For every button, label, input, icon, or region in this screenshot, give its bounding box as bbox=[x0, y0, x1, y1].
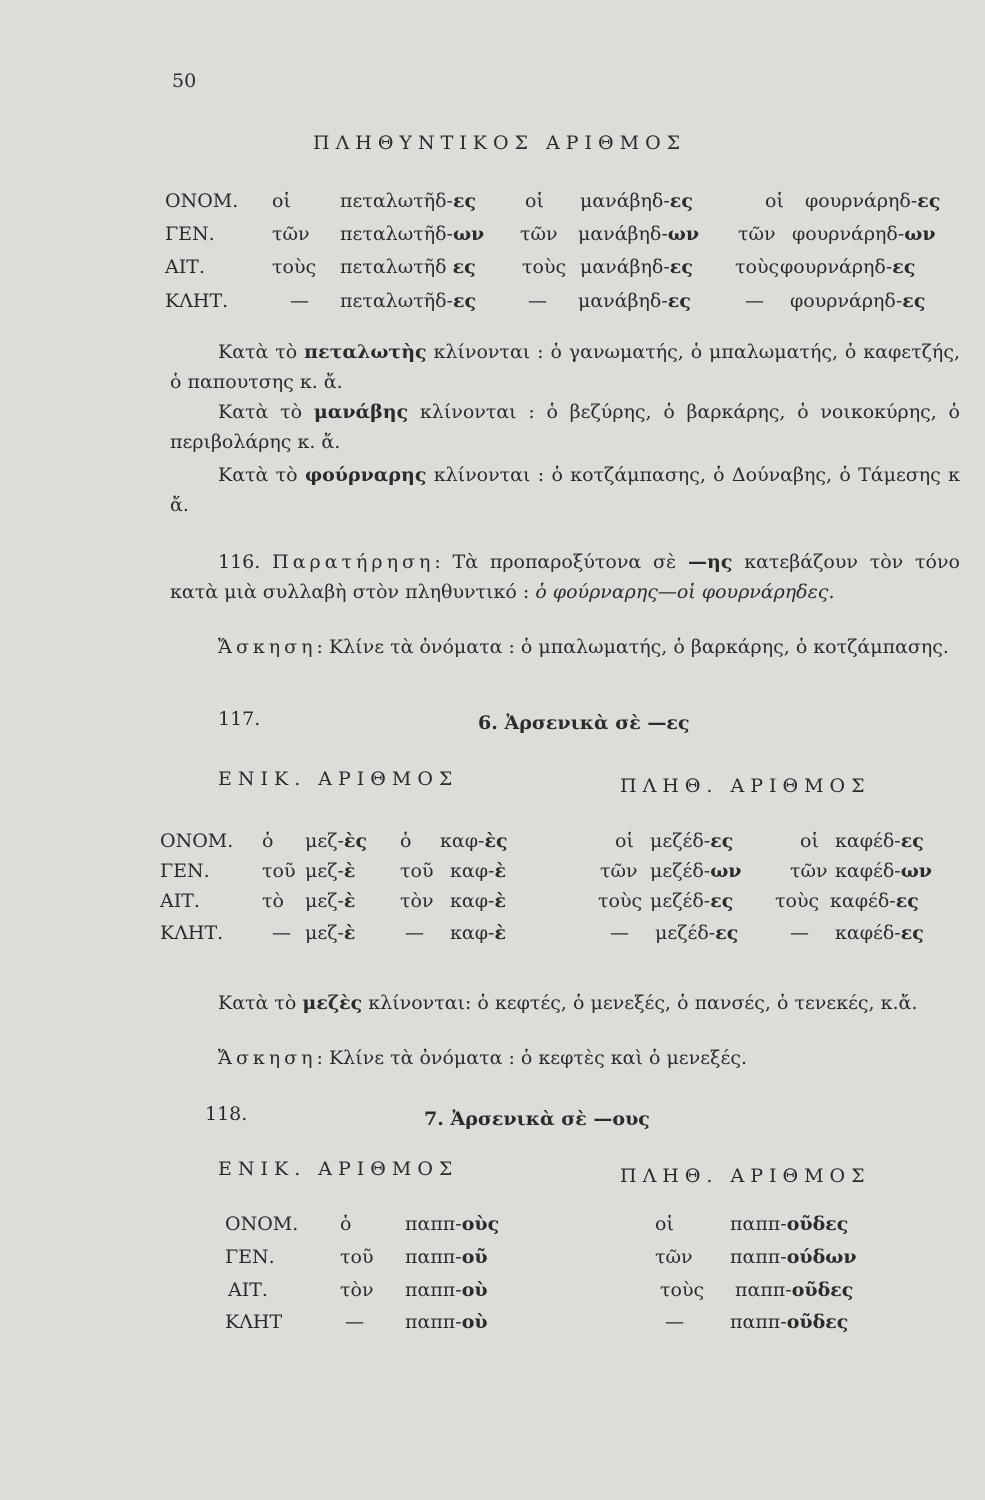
paragraph bbox=[218, 992, 917, 1014]
article: τοὺς bbox=[272, 256, 317, 278]
section-title bbox=[478, 712, 690, 734]
word-form bbox=[440, 830, 508, 852]
ending: ων bbox=[710, 860, 742, 882]
stem: μεζέδ- bbox=[650, 830, 711, 852]
text: κλίνονται : ὁ βεζύρης, ὁ βαρκάρης, ὁ νοικοκύρης, ὁ περιβολάρης κ. ἄ. bbox=[170, 401, 960, 453]
ending: ων bbox=[452, 223, 485, 245]
ending: ες bbox=[902, 290, 926, 312]
ending: οὺς bbox=[461, 1213, 500, 1235]
word-form bbox=[405, 1311, 488, 1333]
ending: ων bbox=[900, 860, 932, 882]
table-row bbox=[0, 223, 985, 253]
word-form bbox=[578, 290, 691, 312]
exercise-paragraph bbox=[170, 632, 960, 662]
stem: καφέδ- bbox=[830, 890, 896, 912]
article: οἱ bbox=[525, 190, 544, 212]
article: οἱ bbox=[272, 190, 291, 212]
text: Κατὰ τὸ bbox=[218, 341, 305, 363]
plural-heading: ΠΛΗΘ. ΑΡΙΘΜΟΣ bbox=[620, 1165, 871, 1187]
ending: ὲς bbox=[484, 830, 508, 852]
word-form bbox=[830, 890, 919, 912]
stem: παππ- bbox=[405, 1213, 462, 1235]
plural-heading: ΠΛΗΘ. ΑΡΙΘΜΟΣ bbox=[620, 775, 871, 797]
word-form bbox=[450, 922, 506, 944]
stem: παππ- bbox=[405, 1279, 462, 1301]
table-row bbox=[0, 1279, 985, 1309]
ending: ούδων bbox=[786, 1246, 857, 1268]
table-row bbox=[0, 860, 985, 890]
article: οἱ bbox=[615, 830, 634, 852]
article: τοὺς bbox=[735, 256, 780, 278]
italic-example: ὁ φούρναρης—οἱ φουρνάρηδες. bbox=[535, 581, 835, 603]
word-form bbox=[650, 860, 741, 882]
stem: μεζέδ- bbox=[650, 860, 711, 882]
stem: παππ- bbox=[730, 1311, 787, 1333]
stem: πεταλωτῆδ- bbox=[340, 290, 453, 312]
article: — bbox=[345, 1311, 364, 1333]
stem: καφέδ- bbox=[835, 922, 901, 944]
article: οἱ bbox=[655, 1213, 674, 1235]
word-form bbox=[792, 223, 936, 245]
ending: ες bbox=[715, 922, 739, 944]
stem: καφέδ- bbox=[835, 830, 901, 852]
word-form bbox=[450, 890, 506, 912]
ending: οῦδες bbox=[786, 1213, 849, 1235]
article: τῶν bbox=[655, 1246, 693, 1268]
ending: ὲ bbox=[343, 922, 356, 944]
bold-term: μεζὲς bbox=[302, 992, 363, 1014]
case-label: ΓΕΝ. bbox=[225, 1246, 275, 1268]
article: τῶν bbox=[600, 860, 638, 882]
paragraph bbox=[170, 397, 960, 457]
article: τοῦ bbox=[340, 1246, 374, 1268]
article: τῶν bbox=[272, 223, 310, 245]
article: τὸν bbox=[340, 1279, 374, 1301]
word-form bbox=[305, 890, 355, 912]
table-row bbox=[0, 890, 985, 920]
article: ὁ bbox=[262, 830, 274, 852]
text: : Κλίνε τὰ ὀνόματα : ὁ μπαλωματής, ὁ βαρκάρης, ὁ κοτζάμπασης. bbox=[316, 636, 949, 658]
ending: ὲς bbox=[343, 830, 368, 852]
paragraph bbox=[170, 460, 960, 520]
stem: φουρνάρηδ- bbox=[780, 256, 893, 278]
word-form bbox=[305, 860, 355, 882]
stem: παππ- bbox=[735, 1279, 792, 1301]
stem: φουρνάρηδ- bbox=[790, 290, 903, 312]
case-label: ΚΛΗΤ. bbox=[160, 922, 224, 944]
article: τοῦ bbox=[262, 860, 296, 882]
text: κλίνονται : ὁ γανωματής, ὁ μπαλωματής, ὁ καφετζής, ὁ παπουτσης κ. ἄ. bbox=[170, 341, 960, 393]
word-form bbox=[730, 1311, 848, 1333]
section-number: 117. bbox=[218, 708, 261, 730]
bold-term: —ης bbox=[688, 551, 733, 573]
article: τοὺς bbox=[660, 1279, 705, 1301]
word-form bbox=[305, 922, 355, 944]
article: τοὺς bbox=[598, 890, 643, 912]
case-label: ΓΕΝ. bbox=[160, 860, 210, 882]
ending: ες bbox=[917, 190, 941, 212]
case-label: ΟΝΟΜ. bbox=[160, 830, 234, 852]
stem: μεζ- bbox=[305, 890, 344, 912]
article: τὸν bbox=[400, 890, 434, 912]
article: — bbox=[290, 290, 309, 312]
word-form bbox=[650, 890, 733, 912]
stem: φουρνάρηδ- bbox=[792, 223, 905, 245]
text: κλίνονται: ὁ κεφτές, ὁ μενεξές, ὁ πανσές, ὁ τενεκές, κ.ἄ. bbox=[362, 992, 918, 1014]
word-form bbox=[730, 1246, 857, 1268]
article: — bbox=[610, 922, 629, 944]
bold-term: φούρναρης bbox=[304, 464, 427, 486]
table-row bbox=[0, 830, 985, 860]
ending: ὲ bbox=[494, 890, 506, 912]
ending: ες bbox=[710, 830, 734, 852]
article: — bbox=[665, 1311, 684, 1333]
word-form bbox=[805, 190, 940, 212]
plural-heading: ΠΛΗΘΥΝΤΙΚΟΣ ΑΡΙΘΜΟΣ bbox=[313, 132, 687, 154]
case-label: ΚΛΗΤ. bbox=[165, 290, 229, 312]
word-form bbox=[730, 1213, 848, 1235]
case-label: ΓΕΝ. bbox=[165, 223, 215, 245]
word-form bbox=[405, 1213, 499, 1235]
word-form bbox=[780, 256, 915, 278]
note-paragraph bbox=[170, 547, 960, 607]
article: — bbox=[790, 922, 809, 944]
text: κλίνονται : ὁ κοτζάμπασης, ὁ Δούναβης, ὁ Τάμεσης κ ἄ. bbox=[170, 464, 960, 516]
word-form bbox=[835, 922, 924, 944]
ending: ὲ bbox=[343, 890, 356, 912]
article: οἱ bbox=[800, 830, 819, 852]
ending: ων bbox=[667, 223, 700, 245]
note-label: Παρατήρηση bbox=[272, 551, 435, 573]
article: — bbox=[745, 290, 764, 312]
ending: ες bbox=[452, 190, 477, 212]
table-row bbox=[0, 190, 985, 220]
title-text: Ἀρσενικὰ σὲ —ους bbox=[450, 1108, 650, 1130]
table-row bbox=[0, 290, 985, 320]
stem: καφ- bbox=[450, 860, 495, 882]
word-form bbox=[580, 256, 693, 278]
word-form bbox=[578, 223, 699, 245]
article: τῶν bbox=[738, 223, 776, 245]
word-form bbox=[650, 830, 733, 852]
section-title bbox=[424, 1108, 650, 1130]
article: τὸ bbox=[262, 890, 284, 912]
stem: παππ- bbox=[730, 1213, 787, 1235]
case-label: ΟΝΟΜ. bbox=[225, 1213, 299, 1235]
exercise-paragraph bbox=[218, 1047, 747, 1069]
word-form bbox=[835, 860, 932, 882]
article: τῶν bbox=[790, 860, 828, 882]
word-form bbox=[340, 223, 484, 245]
bold-term: πεταλωτὴς bbox=[304, 341, 427, 363]
stem: καφ- bbox=[450, 922, 495, 944]
ending: ες bbox=[669, 190, 693, 212]
article: τοὺς bbox=[775, 890, 820, 912]
ending: οὺ bbox=[461, 1279, 488, 1301]
article: ὁ bbox=[400, 830, 412, 852]
article: τοὺς bbox=[522, 256, 567, 278]
stem: παππ- bbox=[405, 1311, 462, 1333]
stem: μεζ- bbox=[305, 922, 344, 944]
table-row bbox=[0, 1213, 985, 1243]
ending: ες bbox=[669, 256, 693, 278]
stem: μανάβηδ- bbox=[578, 223, 668, 245]
table-row bbox=[0, 1311, 985, 1341]
case-label: ΑΙΤ. bbox=[228, 1279, 268, 1301]
ending: οῦδες bbox=[786, 1311, 849, 1333]
article: — bbox=[528, 290, 547, 312]
table-row bbox=[0, 1246, 985, 1276]
title-number: 6. bbox=[478, 712, 498, 734]
text: Κατὰ τὸ bbox=[218, 464, 305, 486]
section-number: 116. bbox=[218, 551, 261, 573]
article: — bbox=[405, 922, 424, 944]
word-form bbox=[340, 256, 476, 278]
ending: ες bbox=[892, 256, 916, 278]
stem: μεζέδ- bbox=[655, 922, 716, 944]
ending: οῦ bbox=[461, 1246, 488, 1268]
word-form bbox=[340, 290, 476, 312]
stem: μανάβηδ- bbox=[578, 290, 668, 312]
ending: οῦδες bbox=[791, 1279, 854, 1301]
word-form bbox=[790, 290, 925, 312]
article: τῶν bbox=[520, 223, 558, 245]
stem: πεταλωτῆδ bbox=[340, 256, 447, 278]
case-label: ΑΙΤ. bbox=[165, 256, 205, 278]
text: : Κλίνε τὰ ὀνόματα : ὁ κεφτὲς καὶ ὁ μενεξές. bbox=[316, 1047, 748, 1069]
article: οἱ bbox=[765, 190, 784, 212]
ending: ων bbox=[904, 223, 936, 245]
word-form bbox=[450, 860, 506, 882]
ending: οὺ bbox=[461, 1311, 488, 1333]
paragraph bbox=[170, 337, 960, 397]
word-form bbox=[835, 830, 924, 852]
stem: παππ- bbox=[730, 1246, 787, 1268]
ending: ες bbox=[452, 256, 476, 278]
word-form bbox=[655, 922, 738, 944]
ending: ες bbox=[895, 890, 919, 912]
exercise-label: Ἄσκηση bbox=[218, 636, 317, 658]
word-form bbox=[580, 190, 693, 212]
word-form bbox=[735, 1279, 853, 1301]
article: — bbox=[272, 922, 291, 944]
stem: καφέδ- bbox=[835, 860, 901, 882]
article: τοῦ bbox=[400, 860, 434, 882]
case-label: ΟΝΟΜ. bbox=[165, 190, 239, 212]
ending: ὲ bbox=[494, 860, 506, 882]
text: : Τὰ προπαροξύτονα σὲ bbox=[434, 551, 689, 573]
ending: ὲ bbox=[494, 922, 506, 944]
stem: καφ- bbox=[440, 830, 485, 852]
word-form bbox=[405, 1279, 488, 1301]
text: κατεβάζουν τὸν τόνο κατὰ μιὰ συλλαβὴ στὸν πληθυντικό : bbox=[170, 551, 960, 603]
bold-term: μανάβης bbox=[313, 401, 409, 423]
text: Κατὰ τὸ bbox=[218, 992, 303, 1014]
article: ὁ bbox=[340, 1213, 352, 1235]
ending: ες bbox=[667, 290, 691, 312]
word-form bbox=[305, 830, 367, 852]
text: Κατὰ τὸ bbox=[218, 401, 314, 423]
exercise-label: Ἄσκηση bbox=[218, 1047, 317, 1069]
table-row bbox=[0, 256, 985, 286]
stem: μεζ- bbox=[305, 860, 344, 882]
title-text: Ἀρσενικὰ σὲ —ες bbox=[504, 712, 690, 734]
singular-heading: ΕΝΙΚ. ΑΡΙΘΜΟΣ bbox=[218, 1158, 459, 1180]
stem: παππ- bbox=[405, 1246, 462, 1268]
stem: πεταλωτῆδ- bbox=[340, 223, 453, 245]
page-number: 50 bbox=[172, 70, 197, 92]
ending: ὲ bbox=[343, 860, 356, 882]
singular-heading: ΕΝΙΚ. ΑΡΙΘΜΟΣ bbox=[218, 768, 459, 790]
stem: μεζέδ- bbox=[650, 890, 711, 912]
case-label: ΚΛΗΤ bbox=[225, 1311, 283, 1333]
section-number: 118. bbox=[205, 1103, 248, 1125]
word-form bbox=[340, 190, 476, 212]
stem: μανάβηδ- bbox=[580, 256, 670, 278]
stem: πεταλωτῆδ- bbox=[340, 190, 453, 212]
word-form bbox=[405, 1246, 488, 1268]
stem: καφ- bbox=[450, 890, 495, 912]
stem: μεζ- bbox=[305, 830, 344, 852]
case-label: ΑΙΤ. bbox=[160, 890, 200, 912]
stem: φουρνάρηδ- bbox=[805, 190, 918, 212]
ending: ες bbox=[900, 922, 924, 944]
ending: ες bbox=[710, 890, 734, 912]
title-number: 7. bbox=[424, 1108, 444, 1130]
table-row bbox=[0, 922, 985, 952]
stem: μανάβηδ- bbox=[580, 190, 670, 212]
ending: ες bbox=[452, 290, 477, 312]
ending: ες bbox=[900, 830, 924, 852]
